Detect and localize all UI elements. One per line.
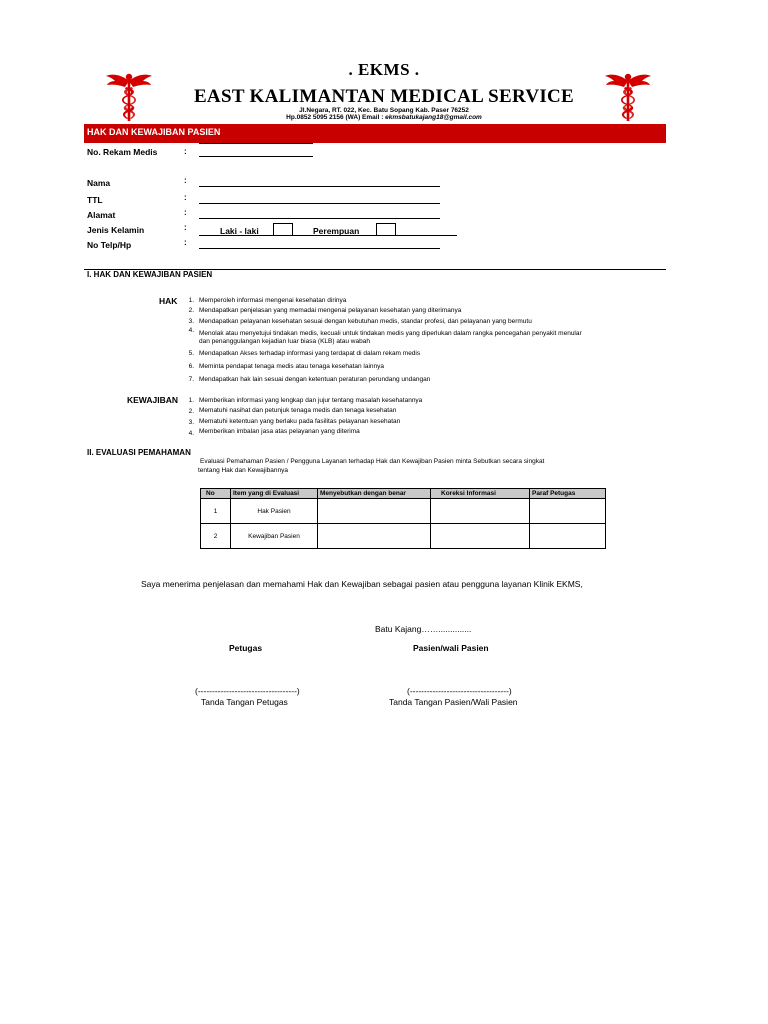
caption-pasien: Tanda Tangan Pasien/Wali Pasien (389, 697, 518, 707)
hak-item: Mendapatkan penjelasan yang memadai mengenai pelayanan kesehatan yang diterimanya (199, 307, 462, 314)
hak-item: Menolak atau menyetujui tindakan medis, kecuali untuk tindakan medis yang diperlukan dalam rangka pencegahan penyakit menular (199, 330, 582, 337)
section2-title: II. EVALUASI PEMAHAMAN (87, 448, 191, 457)
colon: : (184, 147, 187, 156)
kewajiban-label: KEWAJIBAN (127, 395, 179, 405)
label-ttl: TTL (87, 195, 103, 205)
role-petugas: Petugas (229, 643, 263, 653)
hak-item-continued: dan penanggulangan kejadian luar biasa (KLB) atau wabah (199, 338, 370, 345)
consent-statement: Saya menerima penjelasan dan memahami Hak dan Kewajiban sebagai pasien atau pengguna layanan Klinik EKMS, (141, 579, 583, 589)
col-header-no: No (201, 489, 231, 499)
col-header-paraf: Paraf Petugas (530, 489, 606, 499)
cell-paraf[interactable] (530, 499, 606, 524)
telp-field[interactable] (199, 248, 440, 249)
brand-phone: Hp.0852 5095 2156 (WA) Email : (286, 114, 386, 121)
cell-menyebutkan[interactable] (318, 499, 431, 524)
cell-item: Kewajiban Pasien (231, 524, 318, 549)
hak-item: Mendapatkan pelayanan kesehatan sesuai dengan kebutuhan medis, standar profesi, dan pelayanan yang bermutu (199, 318, 532, 325)
colon: : (184, 223, 187, 232)
col-header-item: Item yang di Evaluasi (231, 489, 318, 499)
cell-no: 1 (201, 499, 231, 524)
hak-num: 5. (188, 350, 194, 357)
col-header-koreksi: Koreksi Informasi (431, 489, 530, 499)
kewajiban-item: Memberikan imbalan jasa atas pelayanan yang diterima (199, 428, 360, 435)
kewajiban-num: 3. (188, 419, 194, 426)
option-laki-laki: Laki - laki (220, 226, 259, 236)
colon: : (184, 193, 187, 202)
rekam-medis-field[interactable] (199, 156, 313, 157)
kewajiban-num: 1. (188, 397, 194, 404)
jenis-kelamin-line (199, 235, 457, 236)
kewajiban-num: 2. (188, 408, 194, 415)
label-jenis-kelamin: Jenis Kelamin (87, 225, 145, 235)
table-row (201, 524, 606, 549)
col-header-menyebutkan: Menyebutkan dengan benar (318, 489, 431, 499)
label-alamat: Alamat (87, 210, 116, 220)
hak-num: 2. (188, 307, 194, 314)
rekam-medis-line-top (199, 143, 313, 144)
brand-email: ekmsbatukajang18@gmail.com (385, 114, 482, 121)
label-rekam-medis: No. Rekam Medis (87, 147, 158, 157)
signature-line-pasien[interactable]: (-----------------------------------) (407, 686, 512, 696)
signature-line-petugas[interactable]: (-----------------------------------) (195, 686, 300, 696)
hak-num: 1. (188, 297, 194, 304)
cell-koreksi[interactable] (431, 499, 530, 524)
brand-full-name: EAST KALIMANTAN MEDICAL SERVICE (193, 86, 575, 107)
evaluation-table (200, 488, 606, 549)
cell-menyebutkan[interactable] (318, 524, 431, 549)
hak-num: 6. (188, 363, 194, 370)
colon: : (184, 176, 187, 185)
hak-item: Memperoleh informasi mengenai kesehatan dirinya (199, 297, 347, 304)
role-pasien: Pasien/wali Pasien (413, 643, 489, 653)
option-perempuan: Perempuan (313, 226, 360, 236)
kewajiban-item: Memberikan informasi yang lengkap dan jujur tentang masalah kesehatannya (199, 397, 423, 404)
section1-title: I. HAK DAN KEWAJIBAN PASIEN (87, 270, 213, 279)
colon: : (184, 238, 187, 247)
form-title: HAK DAN KEWAJIBAN PASIEN (87, 127, 221, 137)
hak-item: Mendapatkan hak lain sesuai dengan ketentuan peraturan perundang undangan (199, 376, 431, 383)
section2-intro-line1: Evaluasi Pemahaman Pasien / Pengguna Layanan terhadap Hak dan Kewajiban Pasien minta Sebutkan secara singkat (200, 458, 545, 465)
label-nama: Nama (87, 178, 111, 188)
brand-short-name: . EKMS . (348, 60, 420, 79)
table-row (201, 499, 606, 524)
cell-item: Hak Pasien (231, 499, 318, 524)
hak-item: Mendapatkan Akses terhadap informasi yang terdapat di dalam rekam medis (199, 350, 421, 357)
kewajiban-item: Mematuhi nasihat dan petunjuk tenaga medis dan tenaga kesehatan (199, 407, 397, 414)
hak-num: 4. (188, 327, 194, 334)
table-header-row (201, 489, 606, 499)
hak-label: HAK (159, 296, 178, 306)
cell-no: 2 (201, 524, 231, 549)
hak-item: Meminta pendapat tenaga medis atau tenaga kesehatan lainnya (199, 363, 385, 370)
place-date: Batu Kajang…….............. (375, 624, 472, 634)
brand-address: Jl.Negara, RT. 022, Kec. Batu Sopang Kab. Paser 76252 (299, 107, 469, 114)
section2-intro-line2: tentang Hak dan Kewajibannya (198, 467, 288, 474)
cell-koreksi[interactable] (431, 524, 530, 549)
kewajiban-num: 4. (188, 430, 194, 437)
cell-paraf[interactable] (530, 524, 606, 549)
brand-contact (0, 114, 768, 121)
ttl-field[interactable] (199, 203, 440, 204)
caption-petugas: Tanda Tangan Petugas (201, 697, 288, 707)
kewajiban-item: Mematuhi ketentuan yang berlaku pada fasilitas pelayanan kesehatan (199, 418, 401, 425)
hak-num: 7. (188, 376, 194, 383)
colon: : (184, 208, 187, 217)
hak-num: 3. (188, 318, 194, 325)
label-telp: No Telp/Hp (87, 240, 132, 250)
form-title-bar (84, 124, 666, 143)
nama-field[interactable] (199, 186, 440, 187)
alamat-field[interactable] (199, 218, 440, 219)
